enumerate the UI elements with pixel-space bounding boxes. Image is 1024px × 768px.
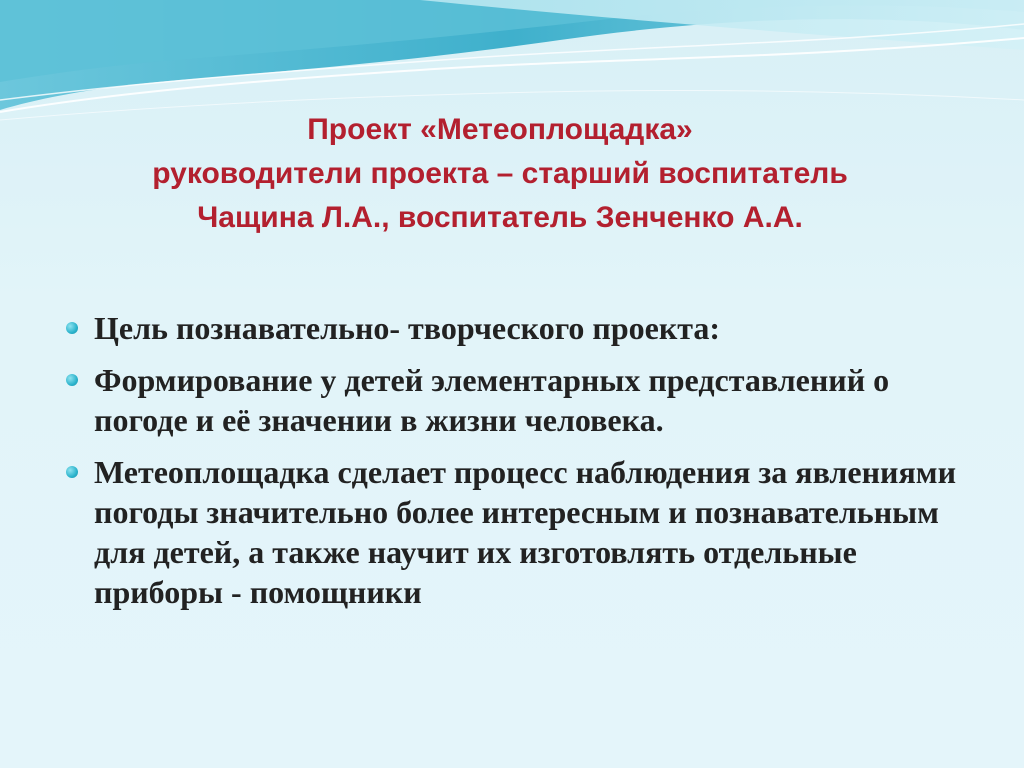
bullet-dot-icon xyxy=(66,466,78,478)
bullet-dot-icon xyxy=(66,374,78,386)
bullet-list xyxy=(60,308,970,624)
bullet-dot-icon xyxy=(66,322,78,334)
title-line: руководители проекта – старший воспитатель xyxy=(152,157,848,190)
bullet-item xyxy=(60,452,970,612)
bullet-text: Метеоплощадка сделает процесс наблюдения за явлениями погоды значительно более интересным и познавательным для детей, а также научит их изготовлять отдельные приборы - помощники xyxy=(94,454,956,610)
bullet-item xyxy=(60,360,970,440)
slide-title xyxy=(60,108,940,240)
bullet-text: Формирование у детей элементарных представлений о погоде и её значении в жизни человека. xyxy=(94,362,890,438)
bullet-item xyxy=(60,308,970,348)
title-line: Чащина Л.А., воспитатель Зенченко А.А. xyxy=(197,201,803,234)
title-line: Проект «Метеоплощадка» xyxy=(307,113,693,146)
bullet-text: Цель познавательно- творческого проекта: xyxy=(94,310,721,346)
